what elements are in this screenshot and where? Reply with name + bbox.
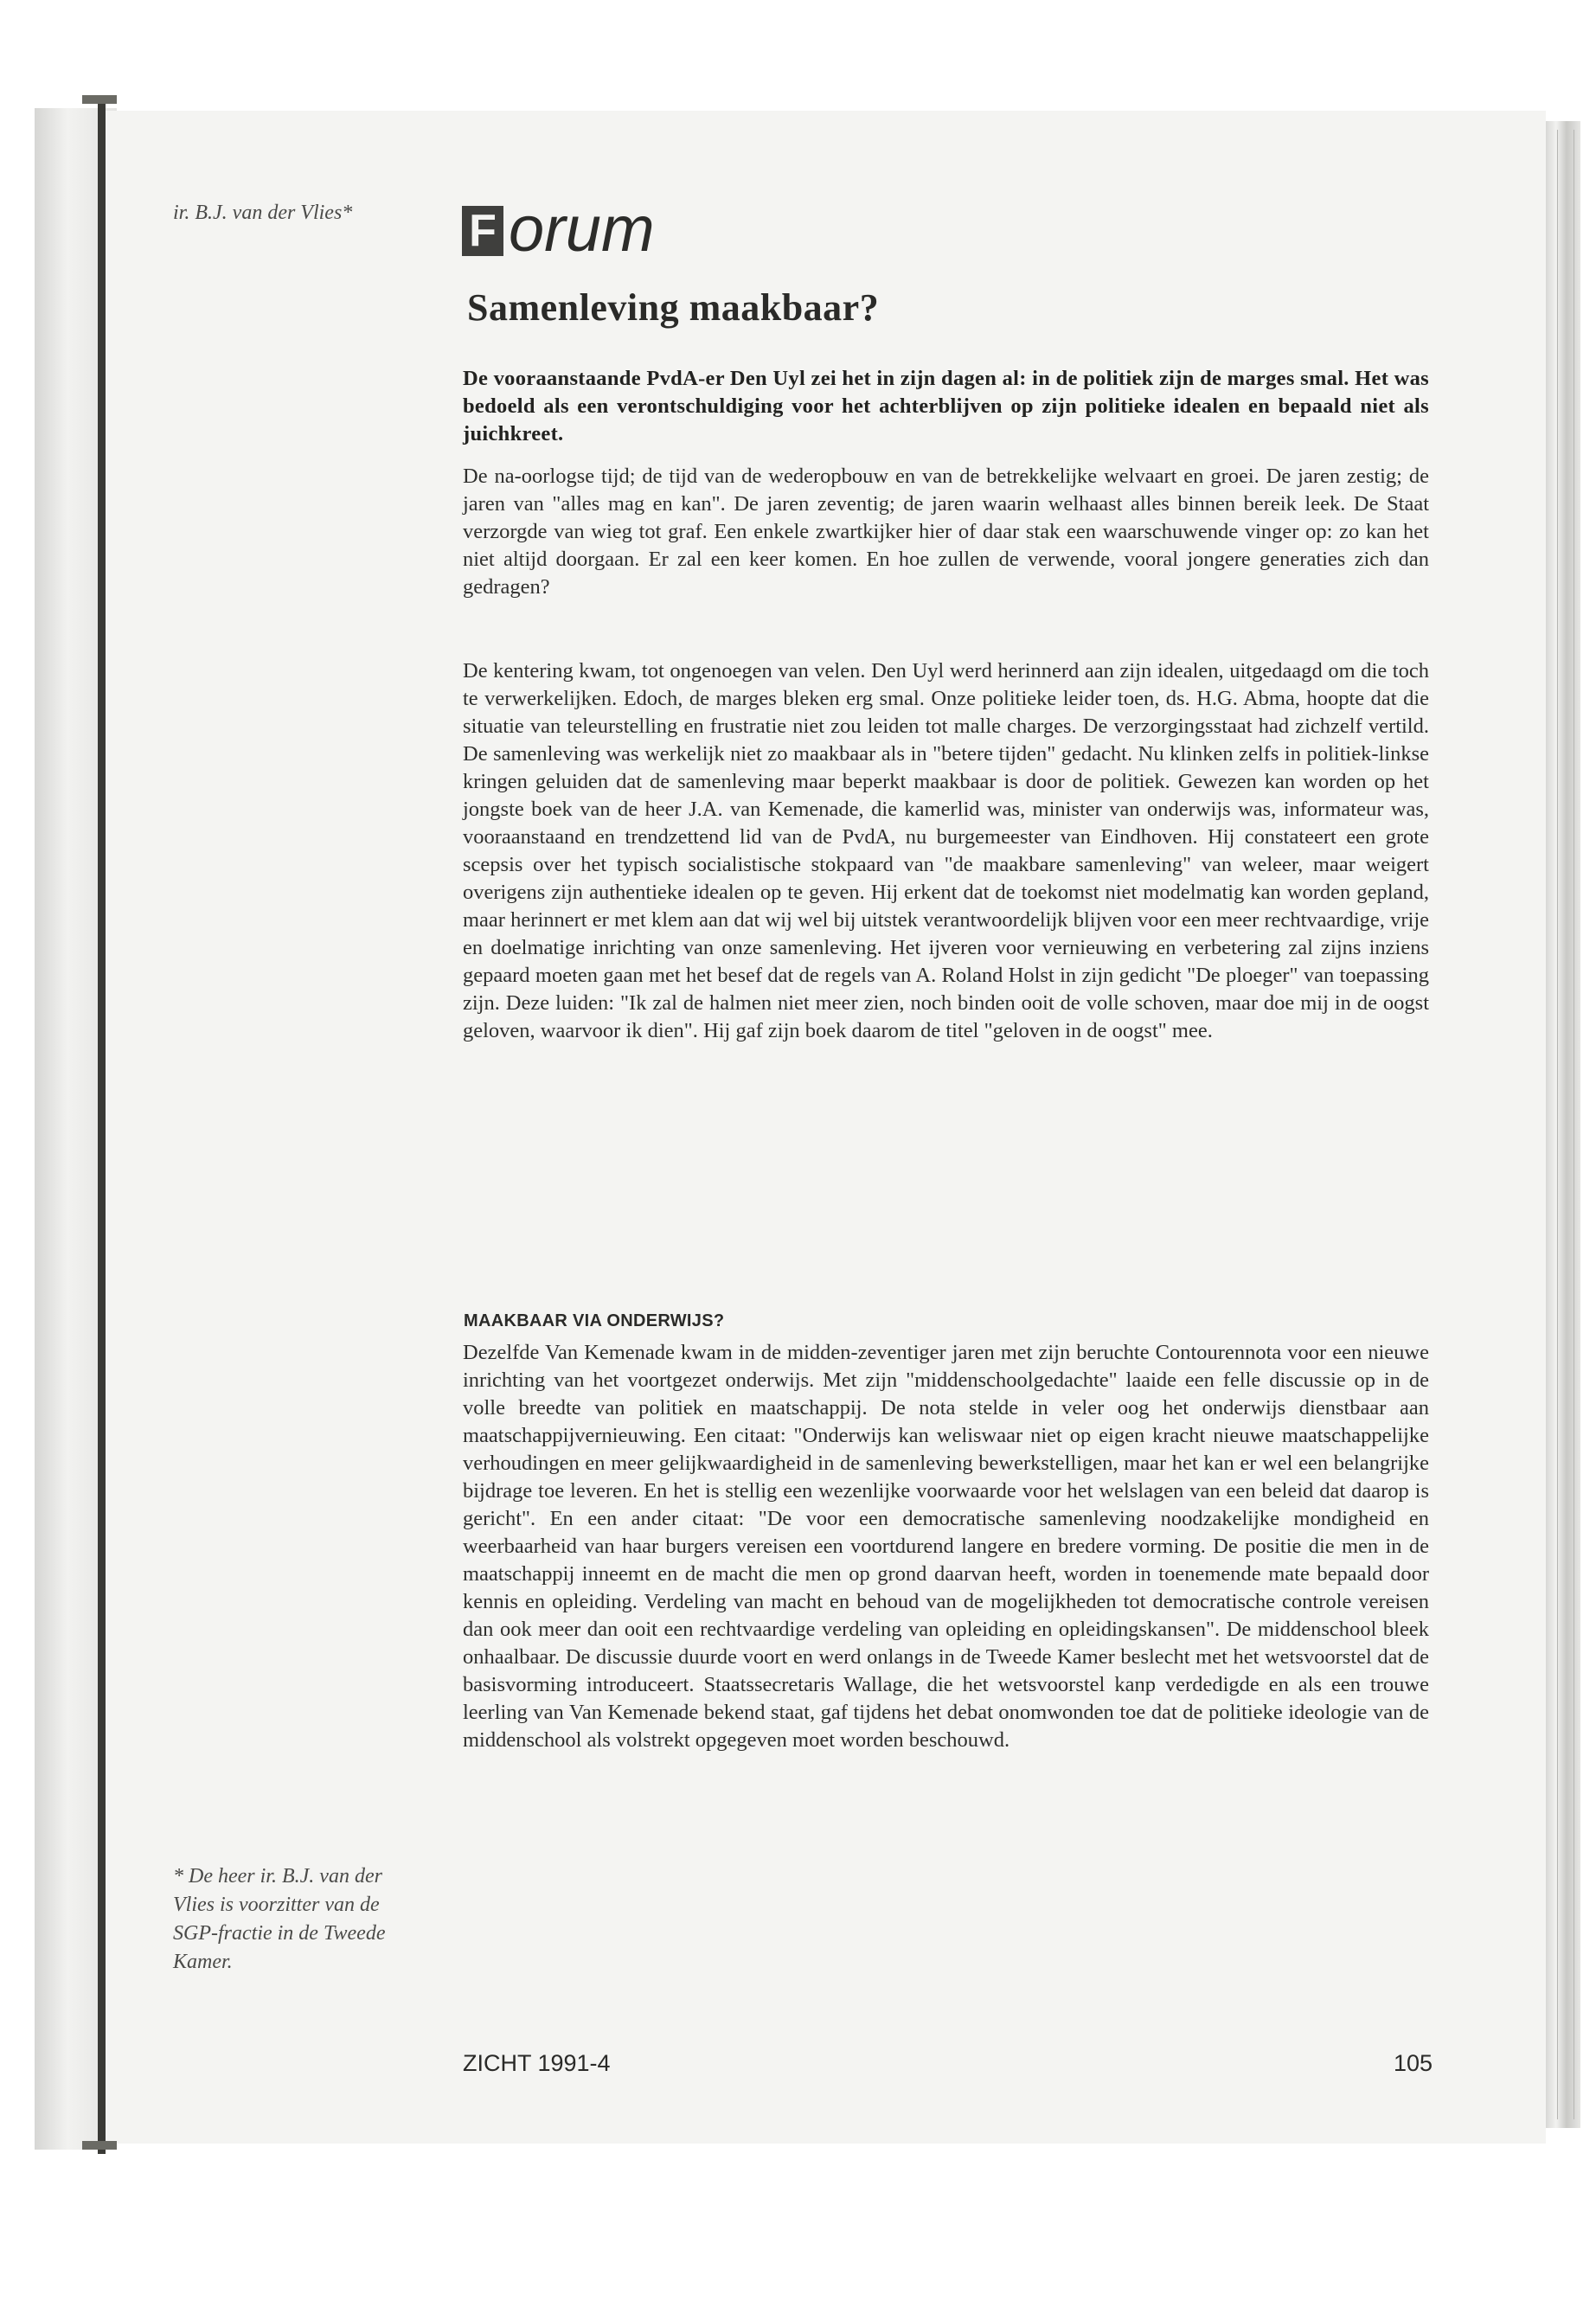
body-paragraph-3 xyxy=(463,1339,1429,1754)
binder-clip-bottom xyxy=(82,2141,117,2150)
section-title: orum xyxy=(509,193,655,265)
paragraph-text: De na-oorlogse tijd; de tijd van de wederopbouw en van de betrekkelijke welvaart en groei. De jaren zestig; de jaren van "alles mag en kan". De jaren zeventig; de jaren waarin welhaast alles binnen bereik leek. De Staat verzorgde van wieg tot graf. Een enkele zwartkijker hier of daar stak een waarschuwende vinger op: zo kan het niet altijd doorgaan. Er zal een keer komen. En hoe zullen de verwende, vooral jongere generaties zich dan gedragen? xyxy=(463,465,1429,599)
article-title: Samenleving maakbaar? xyxy=(467,286,880,329)
journal-footer: ZICHT 1991-4 xyxy=(463,2050,611,2076)
body-paragraph-2 xyxy=(463,657,1429,1045)
binder-clip-top xyxy=(82,95,117,104)
paragraph-text: Dezelfde Van Kemenade kwam in de midden-zeventiger jaren met zijn beruchte Contourennota voor een nieuwe inrichting van het voortgezet onderwijs. Met zijn "middenschoolgedachte" laaide een felle discussie op in de volle breedte van politiek en maatschappij. De nota stelde in veler oog het onderwijs dienstbaar aan maatschappijvernieuwing. Een citaat: "Onderwijs kan weliswaar niet op eigen kracht nieuwe maatschappelijke verhoudingen en meer gelijkwaardigheid in de samenleving bewerkstelligen, maar het kan er wel een belangrijke bijdrage toe leveren. En het is stellig een wezenlijke voorwaarde voor het welslagen van een beleid dat daarop is gericht". En een ander citaat: "De voor een democratische samenleving noodzakelijke mondigheid en weerbaarheid van haar burgers vereisen een voortdurend langere en bredere vorming. De positie die men in de maatschappij inneemt en de macht die men op grond daarvan heeft, worden in toenemende mate bepaald door kennis en opleiding. Verdeling van macht en behoud van de mogelijkheden tot democratische controle vereisen dan ook meer dan ooit een rechtvaardige verdeling van opleiding en opleidingskansen". De middenschool bleek onhaalbaar. De discussie duurde voort en werd onlangs in de Tweede Kamer beslecht met het wetsvoorstel dat de basisvorming introduceert. Staatssecretaris Wallage, die het wetsvoorstel kanp verdedigde en als een trouwe leerling van Van Kemenade bekend staat, gaf tijdens het debat onomwonden toe dat de politieke ideologie van de middenschool als volstrekt opgegeven moet worden beschouwd. xyxy=(463,1341,1429,1752)
article-intro: De vooraanstaande PvdA-er Den Uyl zei het in zijn dagen al: in de politiek zijn de marges smal. Het was bedoeld als een verontschuldiging voor het achterblijven op zijn politieke idealen en bepaald niet als juichkreet. xyxy=(463,367,1429,445)
section-header xyxy=(462,192,655,265)
author-byline: ir. B.J. van der Vlies* xyxy=(173,202,353,224)
subheading: MAAKBAAR VIA ONDERWIJS? xyxy=(464,1311,725,1330)
section-initial-box: F xyxy=(462,206,503,256)
page-number: 105 xyxy=(1393,2050,1433,2076)
body-paragraph-1 xyxy=(463,463,1429,601)
binder-edge xyxy=(98,102,106,2154)
author-footnote: * De heer ir. B.J. van der Vlies is voorzitter van de SGP-fractie in de Tweede Kamer. xyxy=(173,1865,386,1973)
paragraph-text: De kentering kwam, tot ongenoegen van velen. Den Uyl werd herinnerd aan zijn idealen, uitgedaagd om die toch te verwerkelijken. Edoch, de marges bleken erg smal. Onze politieke leider toen, ds. H.G. Abma, hoopte dat die situatie van teleurstelling en frustratie niet zou leiden tot malle charges. De verzorgingsstaat had zichzelf vertild. De samenleving was werkelijk niet zo maakbaar als in "betere tijden" gedacht. Nu klinken zelfs in politiek-linkse kringen geluiden dat de samenleving maar beperkt maakbaar is door de politiek. Gewezen kan worden op het jongste boek van de heer J.A. van Kemenade, die kamerlid was, minister van onderwijs was, informateur was, vooraanstaand en trendzettend lid van de PvdA, nu burgemeester van Eindhoven. Hij constateert een grote scepsis over het typisch socialistische stokpaard van "de maakbare samenleving" van weleer, maar weigert overigens zijn authentieke idealen op te geven. Hij erkent dat de toekomst niet modelmatig kan worden gepland, maar herinnert er met klem aan dat wij wel bij uitstek verantwoordelijk blijven voor een meer rechtvaardige, vrije en doelmatige inrichting van onze samenleving. Het ijveren voor vernieuwing en verbetering zal zijns inziens gepaard moeten gaan met het besef dat de regels van A. Roland Holst in zijn gedicht "De ploeger" van toepassing zijn. Deze luiden: "Ik zal de halmen niet meer zien, noch binden ooit de volle schoven, maar doe mij in de oogst geloven, waarvoor ik dien". Hij gaf zijn boek daarom de titel "geloven in de oogst" mee. xyxy=(463,659,1429,1042)
page-stack-edge-lines xyxy=(1557,130,1574,2119)
